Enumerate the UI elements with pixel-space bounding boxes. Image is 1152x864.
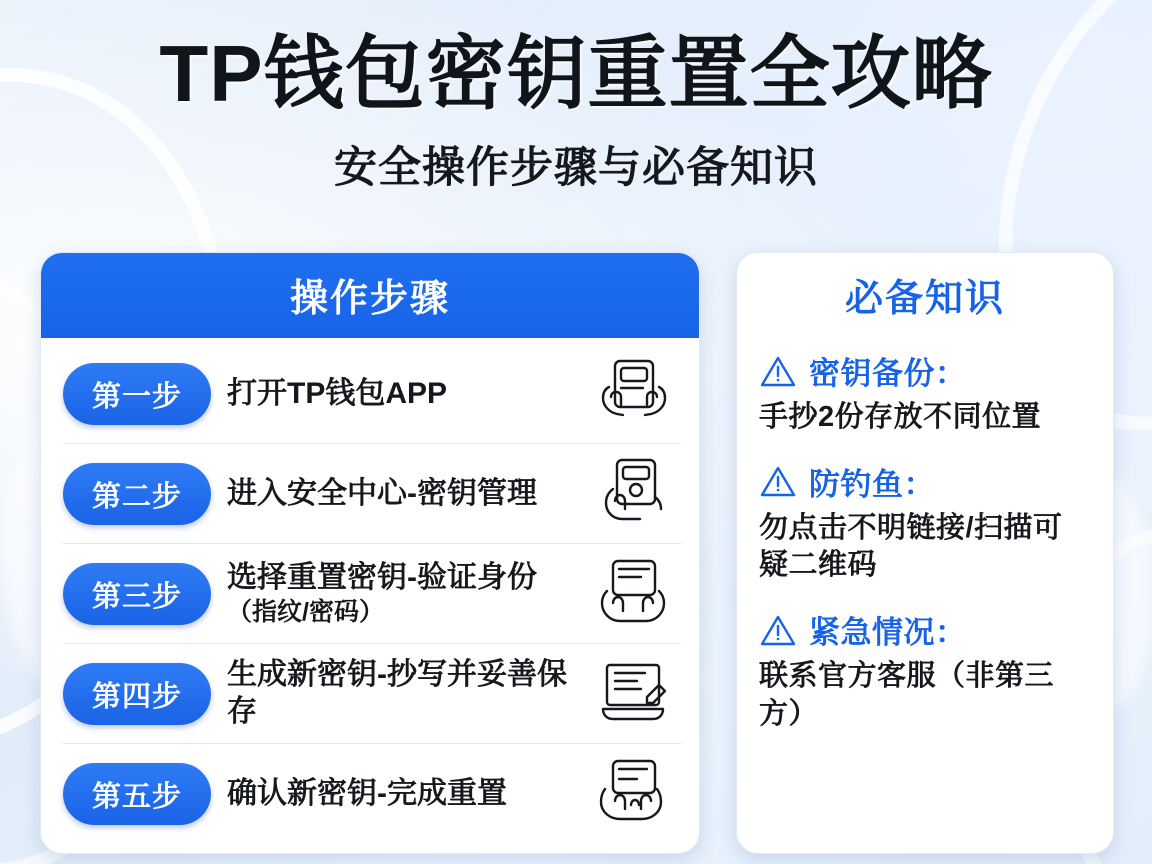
list-item[interactable] [759, 607, 1087, 733]
two-hands-phone-icon [585, 557, 681, 631]
step-text-main: 生成新密钥-抄写并妥善保存 [227, 658, 567, 728]
list-item[interactable] [63, 644, 681, 744]
list-item[interactable] [63, 444, 681, 544]
warning-triangle-icon [759, 354, 797, 388]
step-description [227, 376, 569, 413]
page-subtitle: 安全操作步骤与必备知识 [334, 144, 818, 192]
steps-card [40, 252, 700, 854]
list-item[interactable] [759, 348, 1087, 437]
step-text-main: 确认新密钥-完成重置 [227, 776, 507, 810]
content-columns [40, 252, 1114, 854]
step-description [227, 560, 569, 627]
step-badge: 第四步 [63, 663, 211, 725]
knowledge-list [737, 338, 1113, 751]
warning-triangle-icon [759, 613, 797, 647]
knowledge-heading-label: 必备知识 [844, 278, 1005, 320]
knowledge-item-header [759, 459, 1087, 504]
hands-holding-phone-icon [585, 357, 681, 431]
step-badge: 第一步 [63, 363, 211, 425]
list-item[interactable] [63, 344, 681, 444]
notebook-write-icon [585, 657, 681, 731]
step-description [227, 476, 569, 513]
steps-heading-label: 操作步骤 [289, 278, 450, 320]
steps-card-heading [41, 253, 699, 338]
step-badge: 第五步 [63, 763, 211, 825]
hand-holding-phone-icon [585, 457, 681, 531]
page-title: TP钱包密钥重置全攻略 [159, 29, 993, 118]
list-item[interactable] [63, 544, 681, 644]
warning-triangle-icon [759, 464, 797, 498]
step-text-main: 打开TP钱包APP [227, 376, 448, 410]
step-badge: 第二步 [63, 463, 211, 525]
knowledge-item-title: 防钓鱼： [809, 466, 935, 502]
step-text-main: 选择重置密钥-验证身份 [227, 561, 537, 595]
knowledge-item-body: 联系官方客服（非第三方） [759, 660, 1055, 730]
knowledge-item-title: 紧急情况： [809, 615, 967, 651]
step-description [227, 657, 569, 730]
list-item[interactable] [759, 459, 1087, 585]
knowledge-item-header [759, 348, 1087, 393]
knowledge-item-body: 勿点击不明链接/扫描可疑二维码 [759, 511, 1063, 582]
list-item[interactable] [63, 744, 681, 843]
steps-list [41, 338, 699, 853]
knowledge-item-title: 密钥备份： [809, 356, 967, 391]
knowledge-card-heading [737, 253, 1113, 338]
knowledge-item-body: 手抄2份存放不同位置 [759, 401, 1042, 433]
step-text-main: 进入安全中心-密钥管理 [227, 476, 537, 510]
poster-header [0, 0, 1152, 195]
knowledge-card [736, 252, 1114, 854]
hands-tap-phone-icon [585, 757, 681, 831]
step-text-sub: （指纹/密码） [227, 598, 384, 627]
knowledge-item-header [759, 607, 1087, 652]
step-badge: 第三步 [63, 563, 211, 625]
step-description [227, 776, 569, 813]
